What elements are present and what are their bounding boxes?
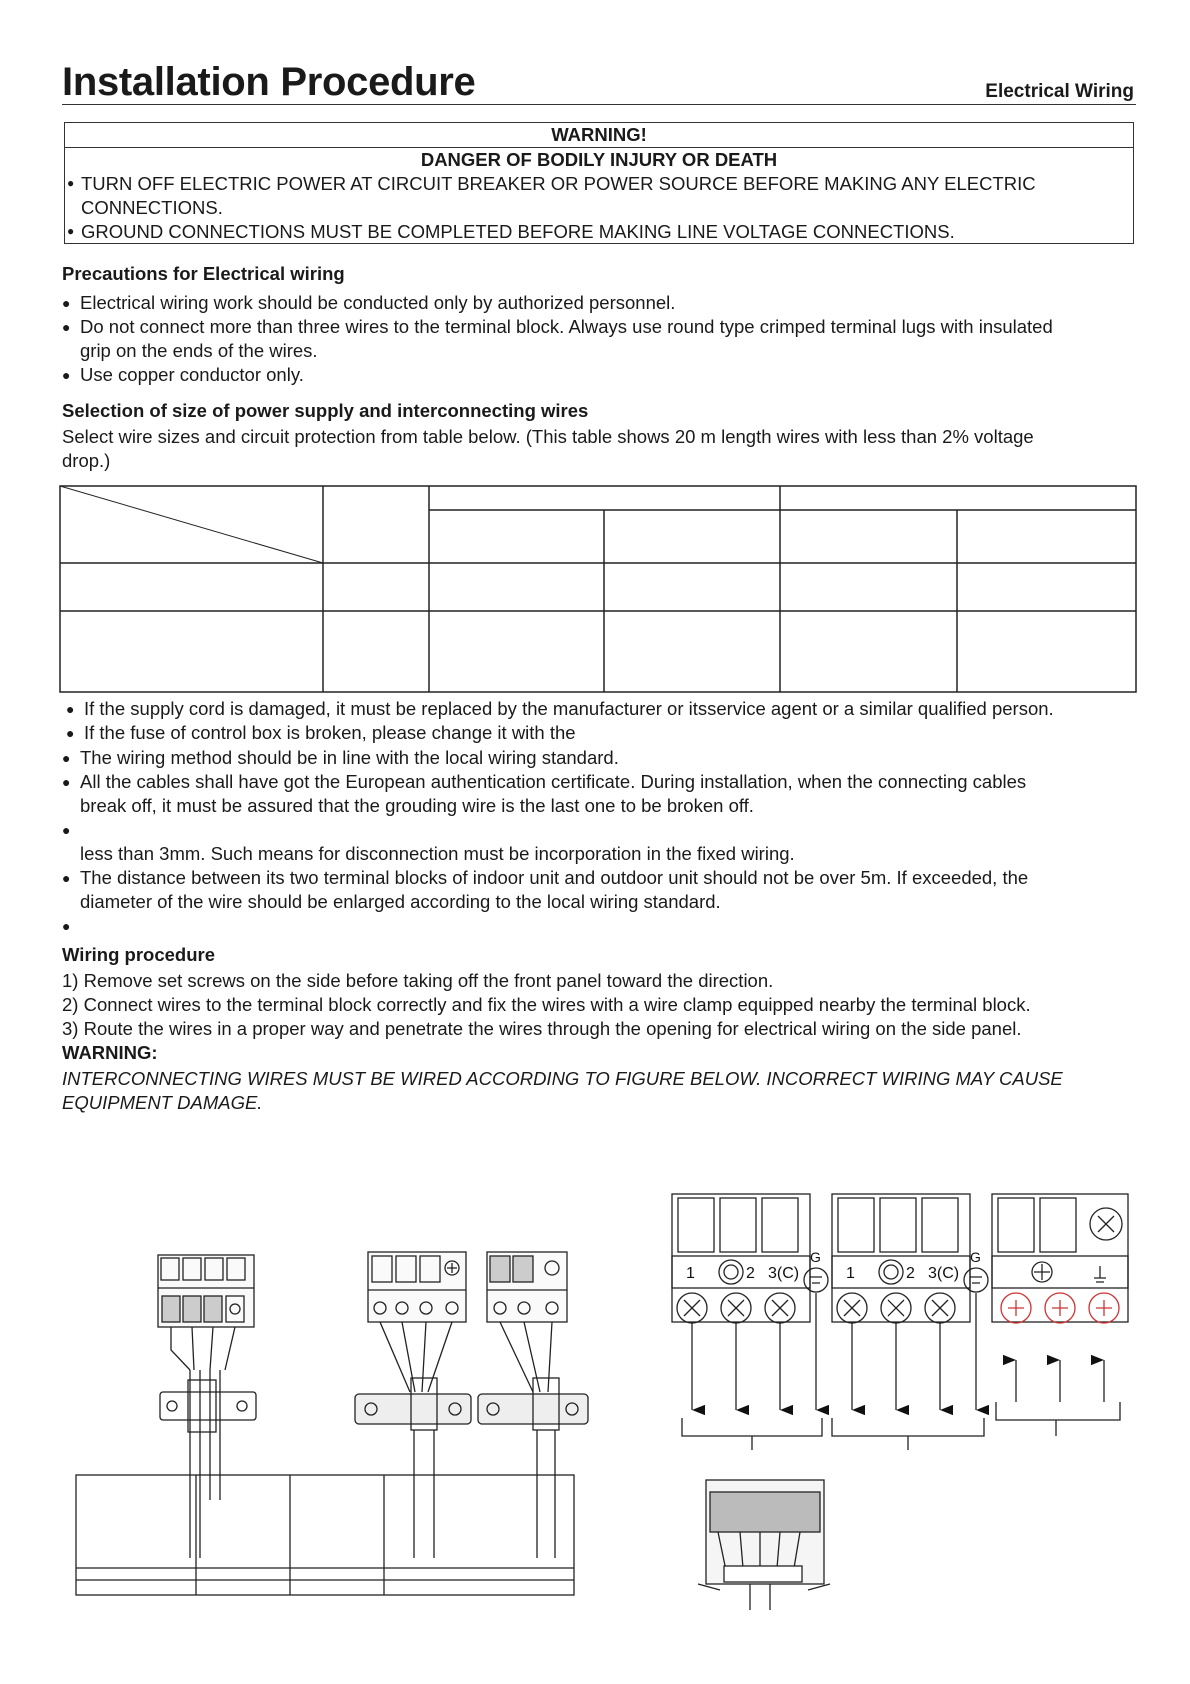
selection-heading: Selection of size of power supply and interconnecting wires bbox=[62, 400, 589, 421]
bullet-icon: ● bbox=[62, 918, 71, 934]
wiring-warning-text: INTERCONNECTING WIRES MUST BE WIRED ACCORDING TO FIGURE BELOW. INCORRECT WIRING MAY CAUSE bbox=[62, 1068, 1063, 1089]
connection-table bbox=[76, 1475, 574, 1595]
wiring-warning-text-cont: EQUIPMENT DAMAGE. bbox=[62, 1092, 263, 1113]
ground-label: G bbox=[970, 1249, 981, 1265]
selection-text: Select wire sizes and circuit protection from table below. (This table shows 20 m length wires with less than 2% voltage bbox=[62, 426, 1034, 447]
wire-size-table bbox=[0, 0, 1190, 700]
terminal-block-power bbox=[992, 1194, 1128, 1323]
ground-label: G bbox=[810, 1249, 821, 1265]
terminal-label: 3(C) bbox=[928, 1265, 960, 1282]
terminal-block-2 bbox=[355, 1252, 471, 1558]
terminal-block-3 bbox=[478, 1252, 588, 1558]
outdoor-wiring-diagram bbox=[620, 1170, 1180, 1670]
bullet-icon: ● bbox=[67, 224, 75, 238]
warning-subheading: DANGER OF BODILY INJURY OR DEATH bbox=[420, 149, 778, 170]
wiring-step: 1) Remove set screws on the side before taking off the front panel toward the direction. bbox=[62, 970, 774, 991]
bullet-icon: ● bbox=[66, 725, 75, 741]
selection-text-cont: drop.) bbox=[62, 450, 111, 471]
bullet-icon: ● bbox=[66, 701, 75, 717]
bottom-terminal-board bbox=[698, 1480, 830, 1610]
terminal-label: 2 bbox=[746, 1265, 755, 1282]
warning-box: WARNING! DANGER OF BODILY INJURY OR DEATH ● TURN OFF ELECTRIC POWER AT CIRCUIT BREAKER OR POWER SOURCE BEFORE MAKING ANY ELECTRIC CONNECTIONS. ● GROUND CONNECTIONS MUST BE COMPLETED BEFORE MAKING LINE VOLTAGE CONNECTIONS. bbox=[64, 122, 1134, 244]
precautions-heading: Precautions for Electrical wiring bbox=[62, 263, 345, 284]
bullet-icon: ● bbox=[67, 176, 75, 190]
section-tag: Electrical Wiring bbox=[985, 81, 1134, 102]
wiring-step: 3) Route the wires in a proper way and penetrate the wires through the opening for electrical wiring on the side panel. bbox=[62, 1018, 1022, 1039]
terminal-label: 1 bbox=[686, 1265, 695, 1282]
terminal-block-a bbox=[672, 1194, 810, 1323]
wiring-warning-label: WARNING: bbox=[62, 1042, 158, 1063]
warning-heading: WARNING! bbox=[551, 124, 647, 145]
terminal-label: 3(C) bbox=[768, 1265, 800, 1282]
terminal-label: 2 bbox=[906, 1265, 915, 1282]
bullet-icon: ● bbox=[62, 750, 71, 766]
bullet-icon: ● bbox=[62, 367, 71, 383]
terminal-block-b bbox=[832, 1194, 970, 1323]
page-title: Installation Procedure bbox=[62, 60, 476, 104]
bullet-icon: ● bbox=[62, 319, 71, 335]
bullet-icon: ● bbox=[62, 870, 71, 886]
bullet-icon: ● bbox=[62, 822, 71, 838]
bullet-icon: ● bbox=[62, 295, 71, 311]
terminal-label: 1 bbox=[846, 1265, 855, 1282]
wiring-step: 2) Connect wires to the terminal block correctly and fix the wires with a wire clamp equipped nearby the terminal block. bbox=[62, 994, 1031, 1015]
indoor-wiring-diagram bbox=[0, 1170, 620, 1670]
wiring-procedure-heading: Wiring procedure bbox=[62, 944, 215, 965]
bullet-icon: ● bbox=[62, 774, 71, 790]
terminal-block-1 bbox=[158, 1255, 256, 1558]
